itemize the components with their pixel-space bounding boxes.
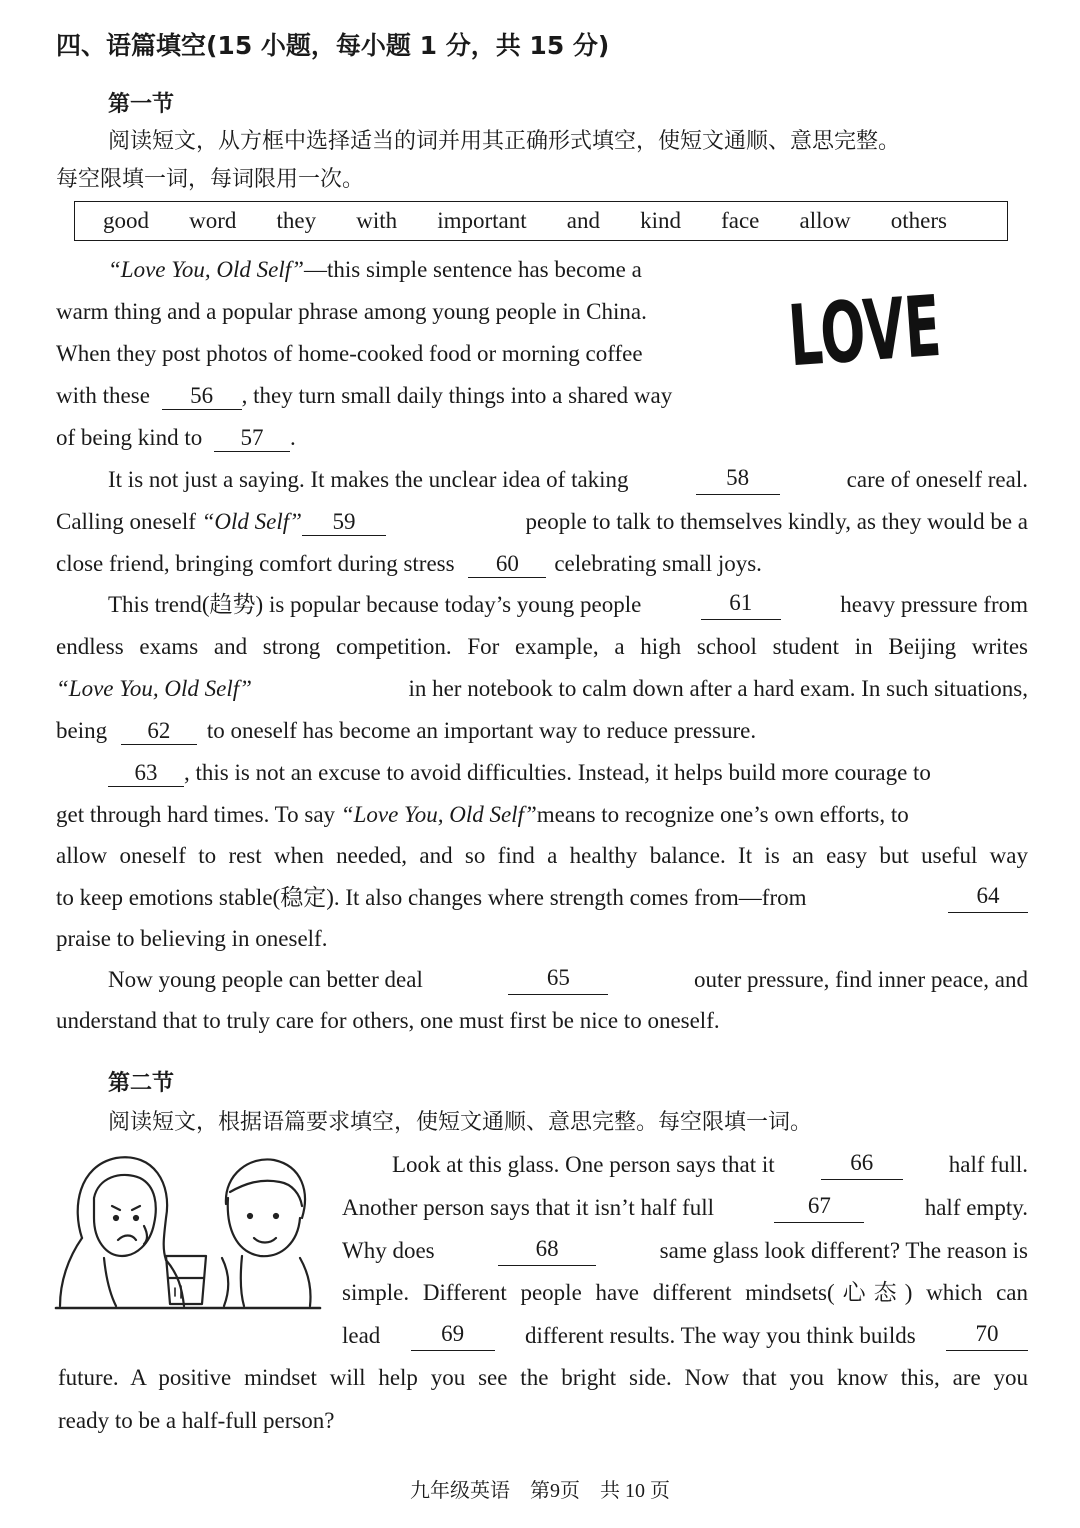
- part1-heading: 第一节: [108, 92, 175, 117]
- blank-56[interactable]: 56: [162, 383, 242, 410]
- p2-line2: [56, 507, 1028, 537]
- blank-57[interactable]: 57: [214, 425, 290, 452]
- p4-line1: [108, 758, 1028, 788]
- blank-64[interactable]: 64: [948, 883, 1028, 913]
- p1-line4: [56, 381, 672, 411]
- p5-line2: understand that to truly care for others, one must first be nice to oneself.: [56, 1008, 720, 1033]
- blank-67[interactable]: 67: [774, 1193, 864, 1223]
- part1-instruction-line2: 每空限填一词，每词限用一次。: [56, 167, 365, 192]
- p3-line4: [56, 716, 756, 746]
- p6-line4: simple. Different people have different mindsets(心态) which can: [342, 1280, 1028, 1305]
- text: , they turn small daily things into a shared way: [241, 383, 673, 408]
- text: Another person says that it isn’t half full: [342, 1195, 714, 1220]
- love-illustration: [785, 270, 1034, 386]
- word-bank-item: allow: [799, 208, 851, 233]
- p3-line3: [56, 674, 1028, 704]
- p4-line5: praise to believing in oneself.: [56, 926, 328, 951]
- text: Why does: [342, 1238, 435, 1263]
- text: Look at this glass. One person says that it: [392, 1152, 775, 1177]
- p1-line2: warm thing and a popular phrase among young people in China.: [56, 299, 647, 324]
- blank-65[interactable]: 65: [508, 965, 608, 995]
- text: same glass look different? The reason is: [659, 1238, 1028, 1263]
- quote: “Love You, Old Self”: [340, 802, 537, 827]
- part2-heading: 第二节: [108, 1071, 175, 1096]
- text: being: [56, 718, 108, 743]
- text: get through hard times. To say: [56, 802, 336, 827]
- text: This trend(趋势) is popular because today’s young people: [108, 592, 642, 617]
- text: lead: [342, 1323, 381, 1348]
- text: —this simple sentence has become a: [303, 257, 642, 282]
- two-people-glass-illustration: [54, 1148, 322, 1314]
- blank-69[interactable]: 69: [411, 1321, 495, 1351]
- p6-line3: [342, 1236, 1028, 1266]
- blank-59[interactable]: 59: [302, 509, 386, 536]
- p6-line2: [342, 1193, 1028, 1223]
- p6-line1: [392, 1150, 1028, 1180]
- text: , this is not an excuse to avoid difficulties. Instead, it helps build more courage to: [184, 760, 931, 785]
- word-bank-item: others: [890, 208, 947, 233]
- blank-61[interactable]: 61: [701, 590, 781, 620]
- section-title: 四、语篇填空(15 小题，每小题 1 分，共 15 分): [56, 31, 610, 60]
- text: Now young people can better deal: [108, 967, 423, 992]
- text: different results. The way you think builds: [524, 1323, 916, 1348]
- text: to keep emotions stable(稳定). It also changes where strength comes from—from: [56, 885, 807, 910]
- blank-70[interactable]: 70: [946, 1321, 1028, 1351]
- p4-line2: [56, 800, 1028, 830]
- blank-58[interactable]: 58: [696, 465, 780, 495]
- text: It is not just a saying. It makes the unclear idea of taking: [108, 467, 629, 492]
- text: care of oneself real.: [846, 467, 1028, 492]
- p3-line1: [108, 590, 1028, 620]
- word-bank-item: with: [356, 208, 398, 233]
- quote: “Old Self”: [201, 509, 302, 534]
- text: means to recognize one’s own efforts, to: [536, 802, 909, 827]
- p6-line6: future. A positive mindset will help you see the bright side. Now that you know this, are you: [58, 1365, 1028, 1390]
- p4-line4: [56, 883, 1028, 913]
- page-footer: 九年级英语 第9页 共 10 页: [410, 1480, 670, 1502]
- word-bank-box: [74, 201, 1008, 241]
- text: heavy pressure from: [840, 592, 1028, 617]
- blank-63[interactable]: 63: [108, 760, 184, 787]
- blank-68[interactable]: 68: [498, 1236, 596, 1266]
- blank-60[interactable]: 60: [468, 551, 546, 578]
- p2-line1: [108, 465, 1028, 495]
- word-bank-item: kind: [640, 208, 681, 233]
- p6-line5: [342, 1321, 1028, 1351]
- word-bank-item: word: [189, 208, 237, 233]
- word-bank-item: important: [437, 208, 527, 233]
- love-illustration-text: LOVE: [785, 270, 1034, 386]
- text: with these: [56, 383, 150, 408]
- text: .: [290, 425, 296, 450]
- p1-line3: When they post photos of home-cooked food or morning coffee: [56, 341, 643, 366]
- text: half empty.: [924, 1195, 1028, 1220]
- text: in her notebook to calm down after a hard exam. In such situations,: [408, 676, 1028, 701]
- text: to oneself has become an important way to reduce pressure.: [206, 718, 757, 743]
- p5-line1: [108, 965, 1028, 995]
- word-bank-item: and: [566, 208, 600, 233]
- word-bank-item: face: [721, 208, 760, 233]
- text: half full.: [948, 1152, 1028, 1177]
- quote: “Love You, Old Self”: [108, 257, 304, 282]
- p3-line2: endless exams and strong competition. For example, a high school student in Beijing writes: [56, 634, 1028, 659]
- part2-instruction: 阅读短文，根据语篇要求填空，使短文通顺、意思完整。每空限填一词。: [108, 1110, 813, 1135]
- p6-line7: ready to be a half-full person?: [58, 1408, 335, 1433]
- part1-instruction-line1: 阅读短文，从方框中选择适当的词并用其正确形式填空，使短文通顺、意思完整。: [108, 129, 901, 154]
- text: outer pressure, find inner peace, and: [693, 967, 1028, 992]
- blank-66[interactable]: 66: [821, 1150, 903, 1180]
- text: of being kind to: [56, 425, 203, 450]
- word-bank-item: good: [103, 208, 149, 233]
- text: close friend, bringing comfort during stress: [56, 551, 455, 576]
- text: Calling oneself: [56, 509, 196, 534]
- blank-62[interactable]: 62: [121, 718, 197, 745]
- text: celebrating small joys.: [554, 551, 762, 576]
- p1-line1: [108, 255, 758, 285]
- p4-line3: allow oneself to rest when needed, and so find a healthy balance. It is an easy but useful way: [56, 843, 1028, 868]
- word-bank-item: they: [276, 208, 317, 233]
- text: people to talk to themselves kindly, as they would be a: [525, 509, 1028, 534]
- p1-line5: [56, 423, 296, 453]
- quote: “Love You, Old Self”: [56, 676, 252, 701]
- p2-line3: [56, 549, 762, 579]
